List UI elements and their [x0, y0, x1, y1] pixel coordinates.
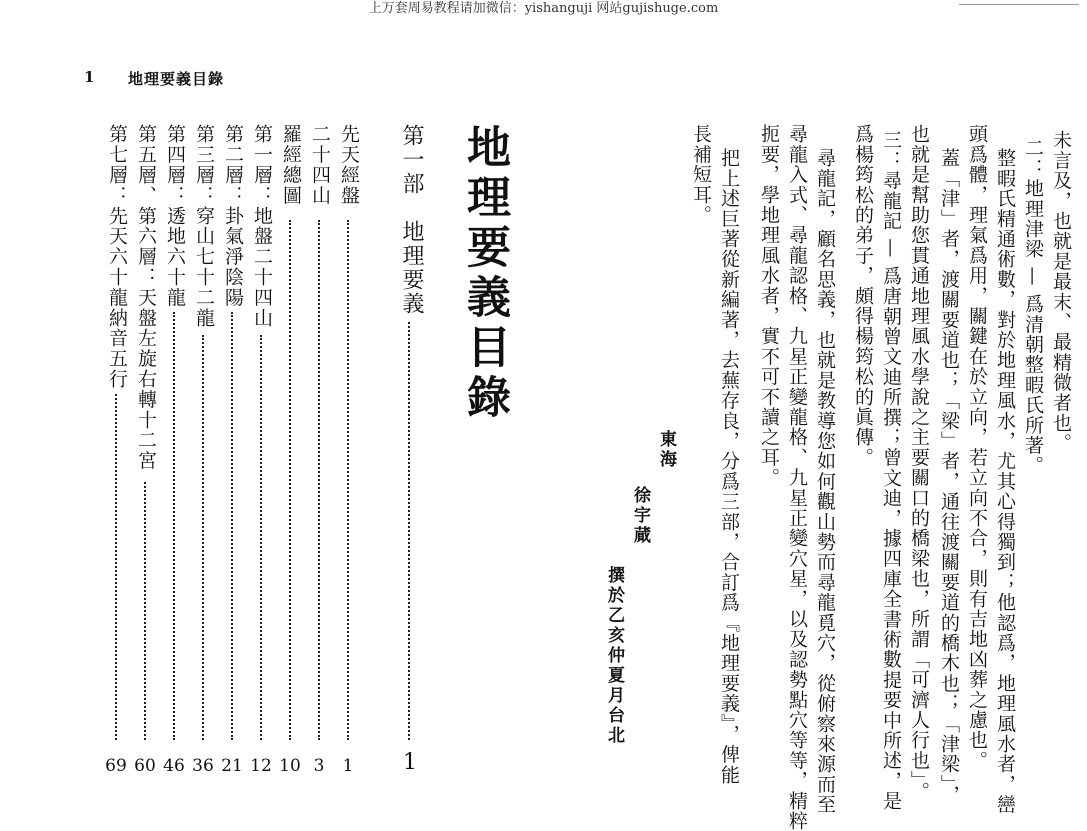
toc-entry-5: 第二層：卦氣淨陰陽	[222, 124, 244, 308]
toc-leader-2	[318, 220, 322, 740]
toc-page-5: 21	[221, 756, 243, 776]
toc-leader-7	[173, 312, 177, 740]
toc-page-4: 12	[250, 756, 272, 776]
toc-leader-1	[347, 220, 351, 740]
watermark-text: 上万套周易教程请加微信：yishanguji 网站gujishuge.com	[368, 1, 719, 16]
toc-title: 地理要義目錄	[459, 124, 510, 424]
body-column-12: 把上述巨著從新編著，去蕪存良，分爲三部，合訂爲『地理要義』，俾能	[718, 148, 740, 785]
body-column-11: 扼要，學地理風水者，實不可不讀之耳。	[758, 124, 780, 488]
running-header: 地理要義目錄	[128, 70, 225, 88]
signature-place: 東海	[656, 430, 676, 470]
toc-leader-8	[144, 482, 148, 740]
toc-entry-8: 第五層、第六層：天盤左旋右轉十二宮	[135, 124, 157, 471]
signature-note: 撰於乙亥仲夏月台北	[604, 566, 624, 746]
body-column-8: 爲楊筠松的弟子，頗得楊筠松的眞傳。	[852, 124, 874, 468]
toc-leader-4	[260, 335, 264, 740]
toc-leader-9	[115, 394, 119, 740]
toc-entry-4: 第一層：地盤二十四山	[251, 124, 273, 328]
toc-part-leader	[408, 322, 412, 740]
toc-page-9: 69	[105, 756, 127, 776]
body-column-7: 三：尋龍記 — 爲唐朝曾文迪所撰；曾文迪，據四庫全書術數提要中所述，是	[880, 130, 902, 812]
toc-page-7: 46	[163, 756, 185, 776]
body-column-10: 尋龍入式、尋龍認格、九星正變龍格、九星正變穴星，以及認勢點穴等等，精粹	[786, 124, 808, 831]
toc-page-6: 36	[192, 756, 214, 776]
toc-entry-7: 第四層：透地六十龍	[164, 124, 186, 308]
toc-page-2: 3	[313, 756, 325, 776]
signature-author: 徐宇蕆	[630, 486, 650, 546]
toc-entry-9: 第七層：先天六十龍納音五行	[106, 124, 128, 390]
toc-entry-3: 羅經總圖	[280, 124, 302, 206]
body-column-9: 尋龍記，顧名思義，也就是教導您如何觀山勢而尋龍覓穴，從俯察來源而至	[814, 148, 836, 815]
body-column-5: 蓋「津」者，渡關要道也；「梁」者，通往渡關要道的橋木也；「津梁」，	[938, 148, 960, 806]
toc-entry-1: 先天經盤	[338, 124, 360, 206]
toc-leader-5	[231, 312, 235, 740]
page-number: 1	[84, 68, 95, 86]
toc-page-8: 60	[134, 756, 156, 776]
toc-part-label: 第一部 地理要義	[399, 124, 424, 316]
toc-leader-3	[289, 220, 293, 740]
body-column-4: 頭爲體，理氣爲用，關鍵在於立向，若立向不合，則有吉地凶葬之慮也。	[966, 124, 988, 771]
top-rule	[959, 4, 1079, 5]
toc-leader-6	[202, 335, 206, 740]
body-column-1: 未言及，也就是最末、最精微者也。	[1050, 130, 1072, 454]
body-column-3: 整暇氏精通術數，對於地理風水，尤其心得獨到；他認爲，地理風水者，巒	[994, 148, 1016, 815]
body-column-2: 二：地理津梁 — 爲清朝整暇氏所著。	[1022, 138, 1044, 476]
toc-entry-6: 第三層：穿山七十二龍	[193, 124, 215, 328]
toc-entry-2: 二十四山	[309, 124, 331, 206]
body-column-6: 也就是幫助您貫通地理風水學說之主要關口的橋梁也，所謂「可濟人行也」。	[908, 124, 930, 802]
toc-part-page: 1	[403, 750, 417, 775]
toc-page-1: 1	[342, 756, 354, 776]
body-column-13: 長補短耳。	[690, 124, 712, 225]
toc-page-3: 10	[279, 756, 301, 776]
